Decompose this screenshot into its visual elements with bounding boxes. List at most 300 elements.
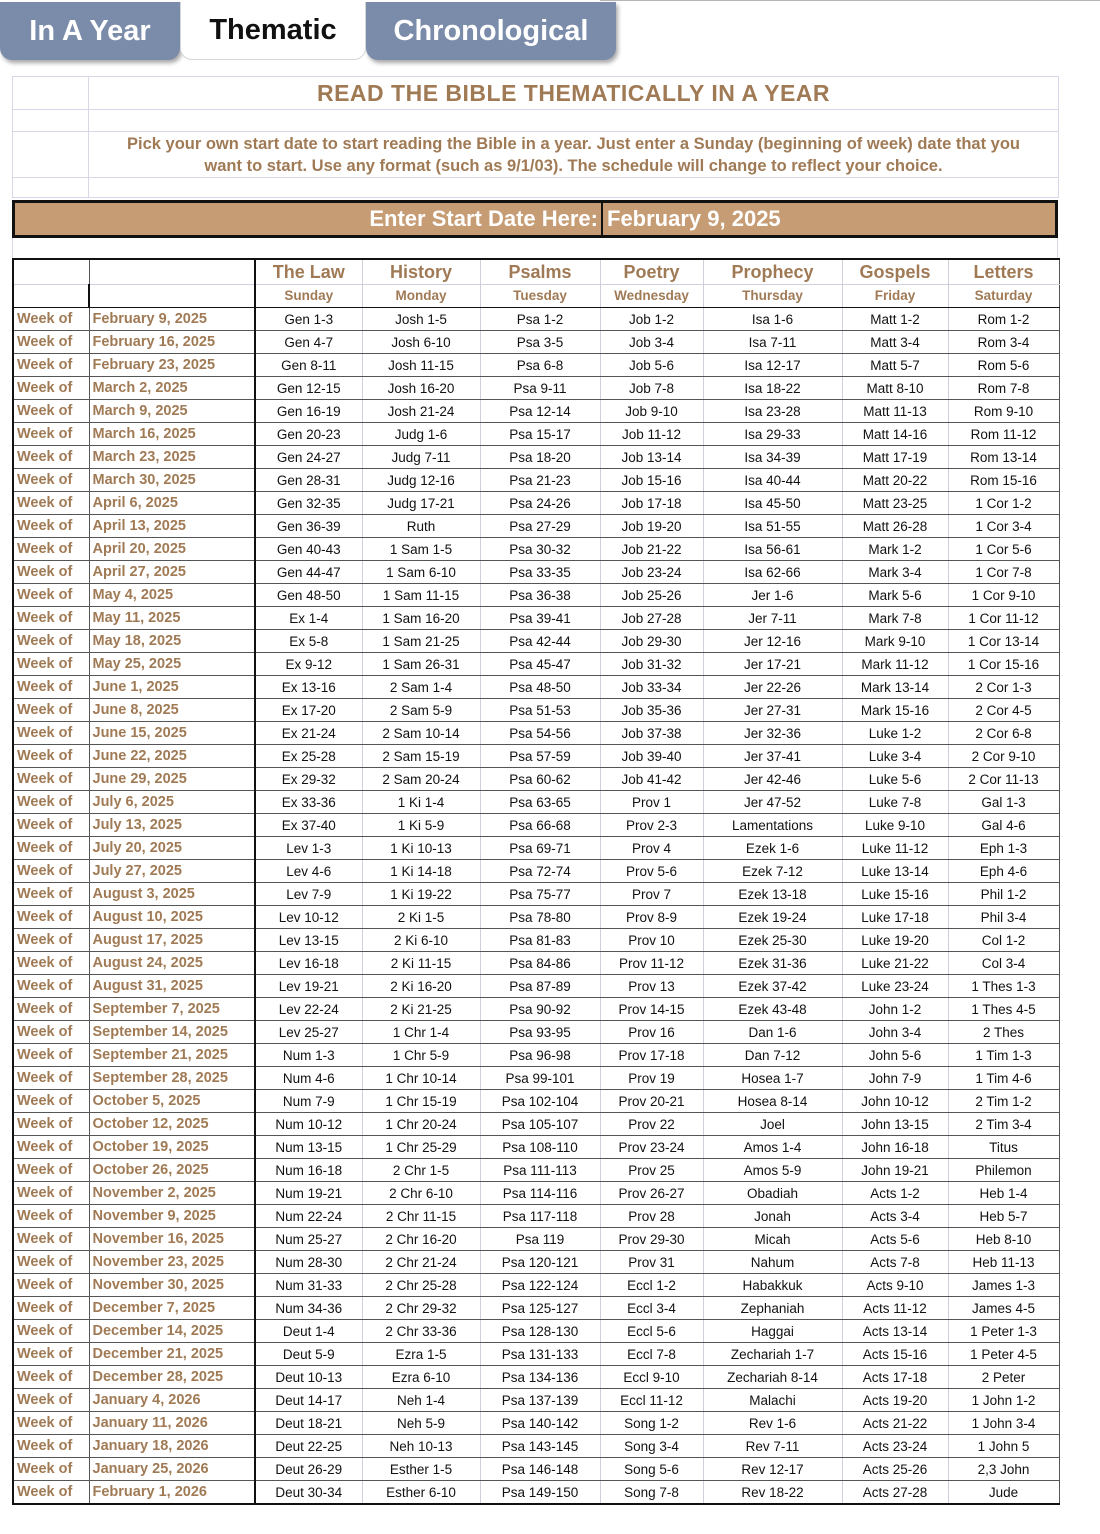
week-date: October 5, 2025 (89, 1090, 255, 1113)
table-row (13, 492, 1059, 515)
week-of-label: Week of (13, 377, 89, 400)
week-date: July 6, 2025 (89, 791, 255, 814)
reading-law: Gen 8-11 (255, 354, 362, 377)
reading-poetry: Prov 7 (600, 883, 703, 906)
reading-letters: 1 John 1-2 (948, 1389, 1059, 1412)
reading-poetry: Job 11-12 (600, 423, 703, 446)
table-row (13, 1274, 1059, 1297)
reading-history: 1 Sam 21-25 (362, 630, 480, 653)
reading-prophecy: Zephaniah (703, 1297, 842, 1320)
reading-psalms: Psa 1-2 (480, 308, 600, 331)
reading-gospels: Luke 23-24 (842, 975, 948, 998)
category-header-row (13, 259, 1059, 285)
week-of-label: Week of (13, 1343, 89, 1366)
reading-law: Ex 21-24 (255, 722, 362, 745)
reading-psalms: Psa 12-14 (480, 400, 600, 423)
week-date: October 26, 2025 (89, 1159, 255, 1182)
reading-history: Josh 21-24 (362, 400, 480, 423)
reading-psalms: Psa 66-68 (480, 814, 600, 837)
week-of-label: Week of (13, 791, 89, 814)
week-of-label: Week of (13, 998, 89, 1021)
reading-psalms: Psa 27-29 (480, 515, 600, 538)
reading-history: Judg 12-16 (362, 469, 480, 492)
reading-poetry: Prov 25 (600, 1159, 703, 1182)
reading-letters: 1 Cor 7-8 (948, 561, 1059, 584)
table-row (13, 952, 1059, 975)
reading-letters: 2 Thes (948, 1021, 1059, 1044)
week-of-label: Week of (13, 722, 89, 745)
week-of-label: Week of (13, 1228, 89, 1251)
reading-gospels: John 19-21 (842, 1159, 948, 1182)
table-row (13, 1182, 1059, 1205)
reading-poetry: Job 23-24 (600, 561, 703, 584)
reading-poetry: Prov 23-24 (600, 1136, 703, 1159)
week-date: June 22, 2025 (89, 745, 255, 768)
reading-letters: Gal 4-6 (948, 814, 1059, 837)
header-blank-cell (89, 259, 255, 285)
reading-letters: Rom 13-14 (948, 446, 1059, 469)
reading-law: Ex 9-12 (255, 653, 362, 676)
schedule-body (13, 308, 1059, 1505)
reading-history: 2 Chr 16-20 (362, 1228, 480, 1251)
reading-psalms: Psa 39-41 (480, 607, 600, 630)
week-of-label: Week of (13, 906, 89, 929)
week-date: April 13, 2025 (89, 515, 255, 538)
header-blank-cell (13, 259, 89, 285)
reading-gospels: Luke 1-2 (842, 722, 948, 745)
reading-law: Deut 14-17 (255, 1389, 362, 1412)
reading-psalms: Psa 108-110 (480, 1136, 600, 1159)
reading-poetry: Job 21-22 (600, 538, 703, 561)
table-row (13, 1067, 1059, 1090)
reading-psalms: Psa 51-53 (480, 699, 600, 722)
reading-poetry: Eccl 1-2 (600, 1274, 703, 1297)
table-row (13, 1297, 1059, 1320)
reading-prophecy: Jer 22-26 (703, 676, 842, 699)
reading-history: 2 Chr 21-24 (362, 1251, 480, 1274)
reading-law: Gen 36-39 (255, 515, 362, 538)
reading-law: Deut 22-25 (255, 1435, 362, 1458)
reading-psalms: Psa 149-150 (480, 1481, 600, 1505)
reading-gospels: Mark 1-2 (842, 538, 948, 561)
grid-cell (13, 178, 89, 198)
reading-prophecy: Isa 51-55 (703, 515, 842, 538)
reading-law: Num 10-12 (255, 1113, 362, 1136)
reading-gospels: Acts 27-28 (842, 1481, 948, 1505)
reading-letters: Phil 1-2 (948, 883, 1059, 906)
reading-prophecy: Jer 37-41 (703, 745, 842, 768)
reading-history: 1 Ki 5-9 (362, 814, 480, 837)
col-header-law: The Law (255, 259, 362, 285)
week-date: March 30, 2025 (89, 469, 255, 492)
week-date: May 11, 2025 (89, 607, 255, 630)
week-of-label: Week of (13, 1320, 89, 1343)
weekday-header-row (13, 285, 1059, 308)
week-date: May 4, 2025 (89, 584, 255, 607)
reading-psalms: Psa 137-139 (480, 1389, 600, 1412)
reading-gospels: John 5-6 (842, 1044, 948, 1067)
reading-prophecy: Isa 1-6 (703, 308, 842, 331)
reading-poetry: Job 19-20 (600, 515, 703, 538)
reading-letters: 1 Cor 3-4 (948, 515, 1059, 538)
week-date: January 25, 2026 (89, 1458, 255, 1481)
reading-gospels: Luke 13-14 (842, 860, 948, 883)
table-row (13, 745, 1059, 768)
table-row (13, 515, 1059, 538)
week-of-label: Week of (13, 1205, 89, 1228)
reading-law: Lev 7-9 (255, 883, 362, 906)
reading-law: Lev 16-18 (255, 952, 362, 975)
reading-letters: 1 Tim 4-6 (948, 1067, 1059, 1090)
reading-letters: Rom 7-8 (948, 377, 1059, 400)
reading-letters: Philemon (948, 1159, 1059, 1182)
reading-gospels: Luke 7-8 (842, 791, 948, 814)
reading-gospels: Luke 11-12 (842, 837, 948, 860)
reading-poetry: Prov 31 (600, 1251, 703, 1274)
grid-cell (89, 178, 1059, 198)
reading-law: Gen 32-35 (255, 492, 362, 515)
week-date: June 29, 2025 (89, 768, 255, 791)
reading-letters: 1 Peter 4-5 (948, 1343, 1059, 1366)
reading-letters: 1 Cor 5-6 (948, 538, 1059, 561)
start-date-input[interactable]: February 9, 2025 (601, 203, 1055, 235)
reading-gospels: Mark 9-10 (842, 630, 948, 653)
reading-history: 1 Ki 1-4 (362, 791, 480, 814)
reading-prophecy: Nahum (703, 1251, 842, 1274)
reading-history: 2 Ki 21-25 (362, 998, 480, 1021)
reading-prophecy: Jer 7-11 (703, 607, 842, 630)
reading-gospels: Luke 19-20 (842, 929, 948, 952)
reading-history: 2 Chr 25-28 (362, 1274, 480, 1297)
reading-letters: 2 Cor 11-13 (948, 768, 1059, 791)
reading-history: Judg 17-21 (362, 492, 480, 515)
reading-psalms: Psa 120-121 (480, 1251, 600, 1274)
reading-gospels: Acts 19-20 (842, 1389, 948, 1412)
reading-prophecy: Ezek 19-24 (703, 906, 842, 929)
reading-poetry: Song 1-2 (600, 1412, 703, 1435)
reading-psalms: Psa 21-23 (480, 469, 600, 492)
reading-prophecy: Isa 18-22 (703, 377, 842, 400)
reading-history: 1 Ki 14-18 (362, 860, 480, 883)
table-row (13, 308, 1059, 331)
week-of-label: Week of (13, 768, 89, 791)
reading-poetry: Job 33-34 (600, 676, 703, 699)
reading-psalms: Psa 93-95 (480, 1021, 600, 1044)
week-of-label: Week of (13, 860, 89, 883)
table-row (13, 1320, 1059, 1343)
reading-prophecy: Jonah (703, 1205, 842, 1228)
reading-law: Lev 19-21 (255, 975, 362, 998)
reading-letters: Rom 5-6 (948, 354, 1059, 377)
reading-law: Lev 22-24 (255, 998, 362, 1021)
reading-prophecy: Rev 1-6 (703, 1412, 842, 1435)
week-of-label: Week of (13, 929, 89, 952)
reading-gospels: Matt 8-10 (842, 377, 948, 400)
reading-prophecy: Ezek 25-30 (703, 929, 842, 952)
week-date: April 27, 2025 (89, 561, 255, 584)
reading-letters: Rom 9-10 (948, 400, 1059, 423)
reading-prophecy: Jer 32-36 (703, 722, 842, 745)
table-row (13, 1343, 1059, 1366)
reading-letters: 1 John 5 (948, 1435, 1059, 1458)
week-of-label: Week of (13, 400, 89, 423)
reading-prophecy: Isa 23-28 (703, 400, 842, 423)
reading-law: Deut 5-9 (255, 1343, 362, 1366)
reading-psalms: Psa 30-32 (480, 538, 600, 561)
reading-poetry: Prov 22 (600, 1113, 703, 1136)
day-header-thursday: Thursday (703, 285, 842, 308)
reading-poetry: Prov 20-21 (600, 1090, 703, 1113)
reading-poetry: Prov 19 (600, 1067, 703, 1090)
reading-gospels: Luke 3-4 (842, 745, 948, 768)
reading-law: Deut 1-4 (255, 1320, 362, 1343)
reading-history: 1 Ki 19-22 (362, 883, 480, 906)
week-of-label: Week of (13, 1458, 89, 1481)
reading-psalms: Psa 84-86 (480, 952, 600, 975)
reading-history: 2 Ki 16-20 (362, 975, 480, 998)
table-row (13, 584, 1059, 607)
week-date: June 15, 2025 (89, 722, 255, 745)
reading-gospels: Luke 15-16 (842, 883, 948, 906)
week-date: September 21, 2025 (89, 1044, 255, 1067)
reading-gospels: John 13-15 (842, 1113, 948, 1136)
reading-prophecy: Malachi (703, 1389, 842, 1412)
reading-gospels: Luke 21-22 (842, 952, 948, 975)
reading-psalms: Psa 122-124 (480, 1274, 600, 1297)
reading-prophecy: Isa 34-39 (703, 446, 842, 469)
week-date: January 11, 2026 (89, 1412, 255, 1435)
tab-in-a-year[interactable]: In A Year (0, 2, 180, 60)
week-date: February 9, 2025 (89, 308, 255, 331)
reading-psalms: Psa 140-142 (480, 1412, 600, 1435)
start-date-label: Enter Start Date Here: (369, 206, 598, 231)
reading-prophecy: Isa 29-33 (703, 423, 842, 446)
reading-letters: 1 Thes 1-3 (948, 975, 1059, 998)
reading-law: Gen 12-15 (255, 377, 362, 400)
reading-poetry: Job 35-36 (600, 699, 703, 722)
header-blank-cell (89, 285, 255, 308)
reading-prophecy: Obadiah (703, 1182, 842, 1205)
week-date: May 18, 2025 (89, 630, 255, 653)
header-blank-cell (13, 285, 89, 308)
week-date: February 23, 2025 (89, 354, 255, 377)
reading-prophecy: Jer 17-21 (703, 653, 842, 676)
col-header-gospels: Gospels (842, 259, 948, 285)
reading-history: 1 Sam 26-31 (362, 653, 480, 676)
reading-letters: Heb 5-7 (948, 1205, 1059, 1228)
week-of-label: Week of (13, 883, 89, 906)
reading-psalms: Psa 117-118 (480, 1205, 600, 1228)
reading-history: 2 Sam 15-19 (362, 745, 480, 768)
week-date: July 20, 2025 (89, 837, 255, 860)
reading-law: Deut 18-21 (255, 1412, 362, 1435)
reading-law: Lev 10-12 (255, 906, 362, 929)
col-header-letters: Letters (948, 259, 1059, 285)
day-header-tuesday: Tuesday (480, 285, 600, 308)
reading-gospels: Acts 25-26 (842, 1458, 948, 1481)
table-row (13, 860, 1059, 883)
week-date: November 9, 2025 (89, 1205, 255, 1228)
week-of-label: Week of (13, 699, 89, 722)
reading-psalms: Psa 24-26 (480, 492, 600, 515)
week-date: August 10, 2025 (89, 906, 255, 929)
reading-gospels: Matt 20-22 (842, 469, 948, 492)
reading-law: Ex 13-16 (255, 676, 362, 699)
reading-law: Num 28-30 (255, 1251, 362, 1274)
reading-psalms: Psa 105-107 (480, 1113, 600, 1136)
grid-cell (13, 132, 89, 178)
table-row (13, 1389, 1059, 1412)
reading-history: 1 Chr 25-29 (362, 1136, 480, 1159)
reading-history: Josh 16-20 (362, 377, 480, 400)
reading-gospels: Acts 15-16 (842, 1343, 948, 1366)
reading-history: Josh 1-5 (362, 308, 480, 331)
reading-gospels: Matt 11-13 (842, 400, 948, 423)
week-of-label: Week of (13, 1481, 89, 1505)
week-of-label: Week of (13, 446, 89, 469)
week-date: December 7, 2025 (89, 1297, 255, 1320)
reading-poetry: Prov 2-3 (600, 814, 703, 837)
reading-gospels: John 16-18 (842, 1136, 948, 1159)
reading-law: Num 16-18 (255, 1159, 362, 1182)
col-header-history: History (362, 259, 480, 285)
table-row (13, 975, 1059, 998)
reading-history: 2 Ki 6-10 (362, 929, 480, 952)
reading-prophecy: Ezek 37-42 (703, 975, 842, 998)
reading-law: Lev 13-15 (255, 929, 362, 952)
day-header-friday: Friday (842, 285, 948, 308)
grid-cell (13, 77, 89, 110)
reading-poetry: Job 37-38 (600, 722, 703, 745)
reading-letters: 1 Cor 9-10 (948, 584, 1059, 607)
table-row (13, 1458, 1059, 1481)
reading-law: Lev 1-3 (255, 837, 362, 860)
reading-psalms: Psa 45-47 (480, 653, 600, 676)
reading-prophecy: Rev 12-17 (703, 1458, 842, 1481)
reading-prophecy: Isa 56-61 (703, 538, 842, 561)
table-row (13, 1481, 1059, 1505)
reading-psalms: Psa 15-17 (480, 423, 600, 446)
reading-poetry: Prov 11-12 (600, 952, 703, 975)
reading-psalms: Psa 125-127 (480, 1297, 600, 1320)
tab-chronological[interactable]: Chronological (366, 2, 616, 60)
reading-law: Gen 48-50 (255, 584, 362, 607)
reading-prophecy: Habakkuk (703, 1274, 842, 1297)
table-row (13, 1136, 1059, 1159)
reading-history: Neh 5-9 (362, 1412, 480, 1435)
reading-law: Lev 4-6 (255, 860, 362, 883)
reading-history: 1 Sam 11-15 (362, 584, 480, 607)
week-of-label: Week of (13, 952, 89, 975)
reading-poetry: Prov 4 (600, 837, 703, 860)
reading-psalms: Psa 128-130 (480, 1320, 600, 1343)
reading-prophecy: Haggai (703, 1320, 842, 1343)
reading-gospels: Matt 26-28 (842, 515, 948, 538)
week-date: November 16, 2025 (89, 1228, 255, 1251)
reading-poetry: Job 15-16 (600, 469, 703, 492)
day-header-wednesday: Wednesday (600, 285, 703, 308)
table-row (13, 538, 1059, 561)
reading-history: 1 Sam 16-20 (362, 607, 480, 630)
reading-poetry: Eccl 5-6 (600, 1320, 703, 1343)
reading-history: 2 Chr 33-36 (362, 1320, 480, 1343)
reading-poetry: Job 5-6 (600, 354, 703, 377)
reading-letters: 2 Cor 1-3 (948, 676, 1059, 699)
table-row (13, 883, 1059, 906)
week-of-label: Week of (13, 1044, 89, 1067)
reading-law: Gen 16-19 (255, 400, 362, 423)
reading-poetry: Song 7-8 (600, 1481, 703, 1505)
week-of-label: Week of (13, 1182, 89, 1205)
tab-thematic[interactable]: Thematic (180, 2, 366, 60)
reading-history: 2 Sam 10-14 (362, 722, 480, 745)
grid-cell (89, 110, 1059, 132)
week-of-label: Week of (13, 515, 89, 538)
schedule-table (12, 258, 1060, 1505)
table-row (13, 423, 1059, 446)
reading-gospels: Matt 23-25 (842, 492, 948, 515)
reading-letters: Heb 1-4 (948, 1182, 1059, 1205)
reading-psalms: Psa 6-8 (480, 354, 600, 377)
reading-psalms: Psa 72-74 (480, 860, 600, 883)
week-date: November 30, 2025 (89, 1274, 255, 1297)
reading-prophecy: Jer 42-46 (703, 768, 842, 791)
reading-gospels: Acts 23-24 (842, 1435, 948, 1458)
reading-poetry: Prov 8-9 (600, 906, 703, 929)
reading-letters: James 1-3 (948, 1274, 1059, 1297)
week-of-label: Week of (13, 1435, 89, 1458)
week-date: March 2, 2025 (89, 377, 255, 400)
reading-poetry: Prov 1 (600, 791, 703, 814)
reading-poetry: Prov 5-6 (600, 860, 703, 883)
week-date: June 8, 2025 (89, 699, 255, 722)
reading-law: Deut 26-29 (255, 1458, 362, 1481)
week-date: October 12, 2025 (89, 1113, 255, 1136)
reading-law: Gen 28-31 (255, 469, 362, 492)
table-row (13, 1090, 1059, 1113)
day-header-monday: Monday (362, 285, 480, 308)
reading-letters: Col 3-4 (948, 952, 1059, 975)
reading-psalms: Psa 119 (480, 1228, 600, 1251)
week-of-label: Week of (13, 561, 89, 584)
reading-poetry: Job 1-2 (600, 308, 703, 331)
reading-poetry: Prov 17-18 (600, 1044, 703, 1067)
reading-letters: 2 Cor 4-5 (948, 699, 1059, 722)
reading-prophecy: Ezek 31-36 (703, 952, 842, 975)
reading-poetry: Song 5-6 (600, 1458, 703, 1481)
week-date: March 23, 2025 (89, 446, 255, 469)
spacer-row (12, 238, 1058, 258)
week-of-label: Week of (13, 1389, 89, 1412)
reading-psalms: Psa 131-133 (480, 1343, 600, 1366)
week-of-label: Week of (13, 584, 89, 607)
reading-psalms: Psa 78-80 (480, 906, 600, 929)
table-row (13, 1205, 1059, 1228)
reading-letters: Rom 1-2 (948, 308, 1059, 331)
reading-gospels: Mark 7-8 (842, 607, 948, 630)
reading-gospels: Luke 5-6 (842, 768, 948, 791)
reading-gospels: Luke 9-10 (842, 814, 948, 837)
table-row (13, 469, 1059, 492)
week-of-label: Week of (13, 469, 89, 492)
table-row (13, 699, 1059, 722)
reading-prophecy: Lamentations (703, 814, 842, 837)
table-row (13, 722, 1059, 745)
reading-law: Gen 1-3 (255, 308, 362, 331)
table-row (13, 837, 1059, 860)
reading-gospels: Acts 7-8 (842, 1251, 948, 1274)
week-date: August 24, 2025 (89, 952, 255, 975)
